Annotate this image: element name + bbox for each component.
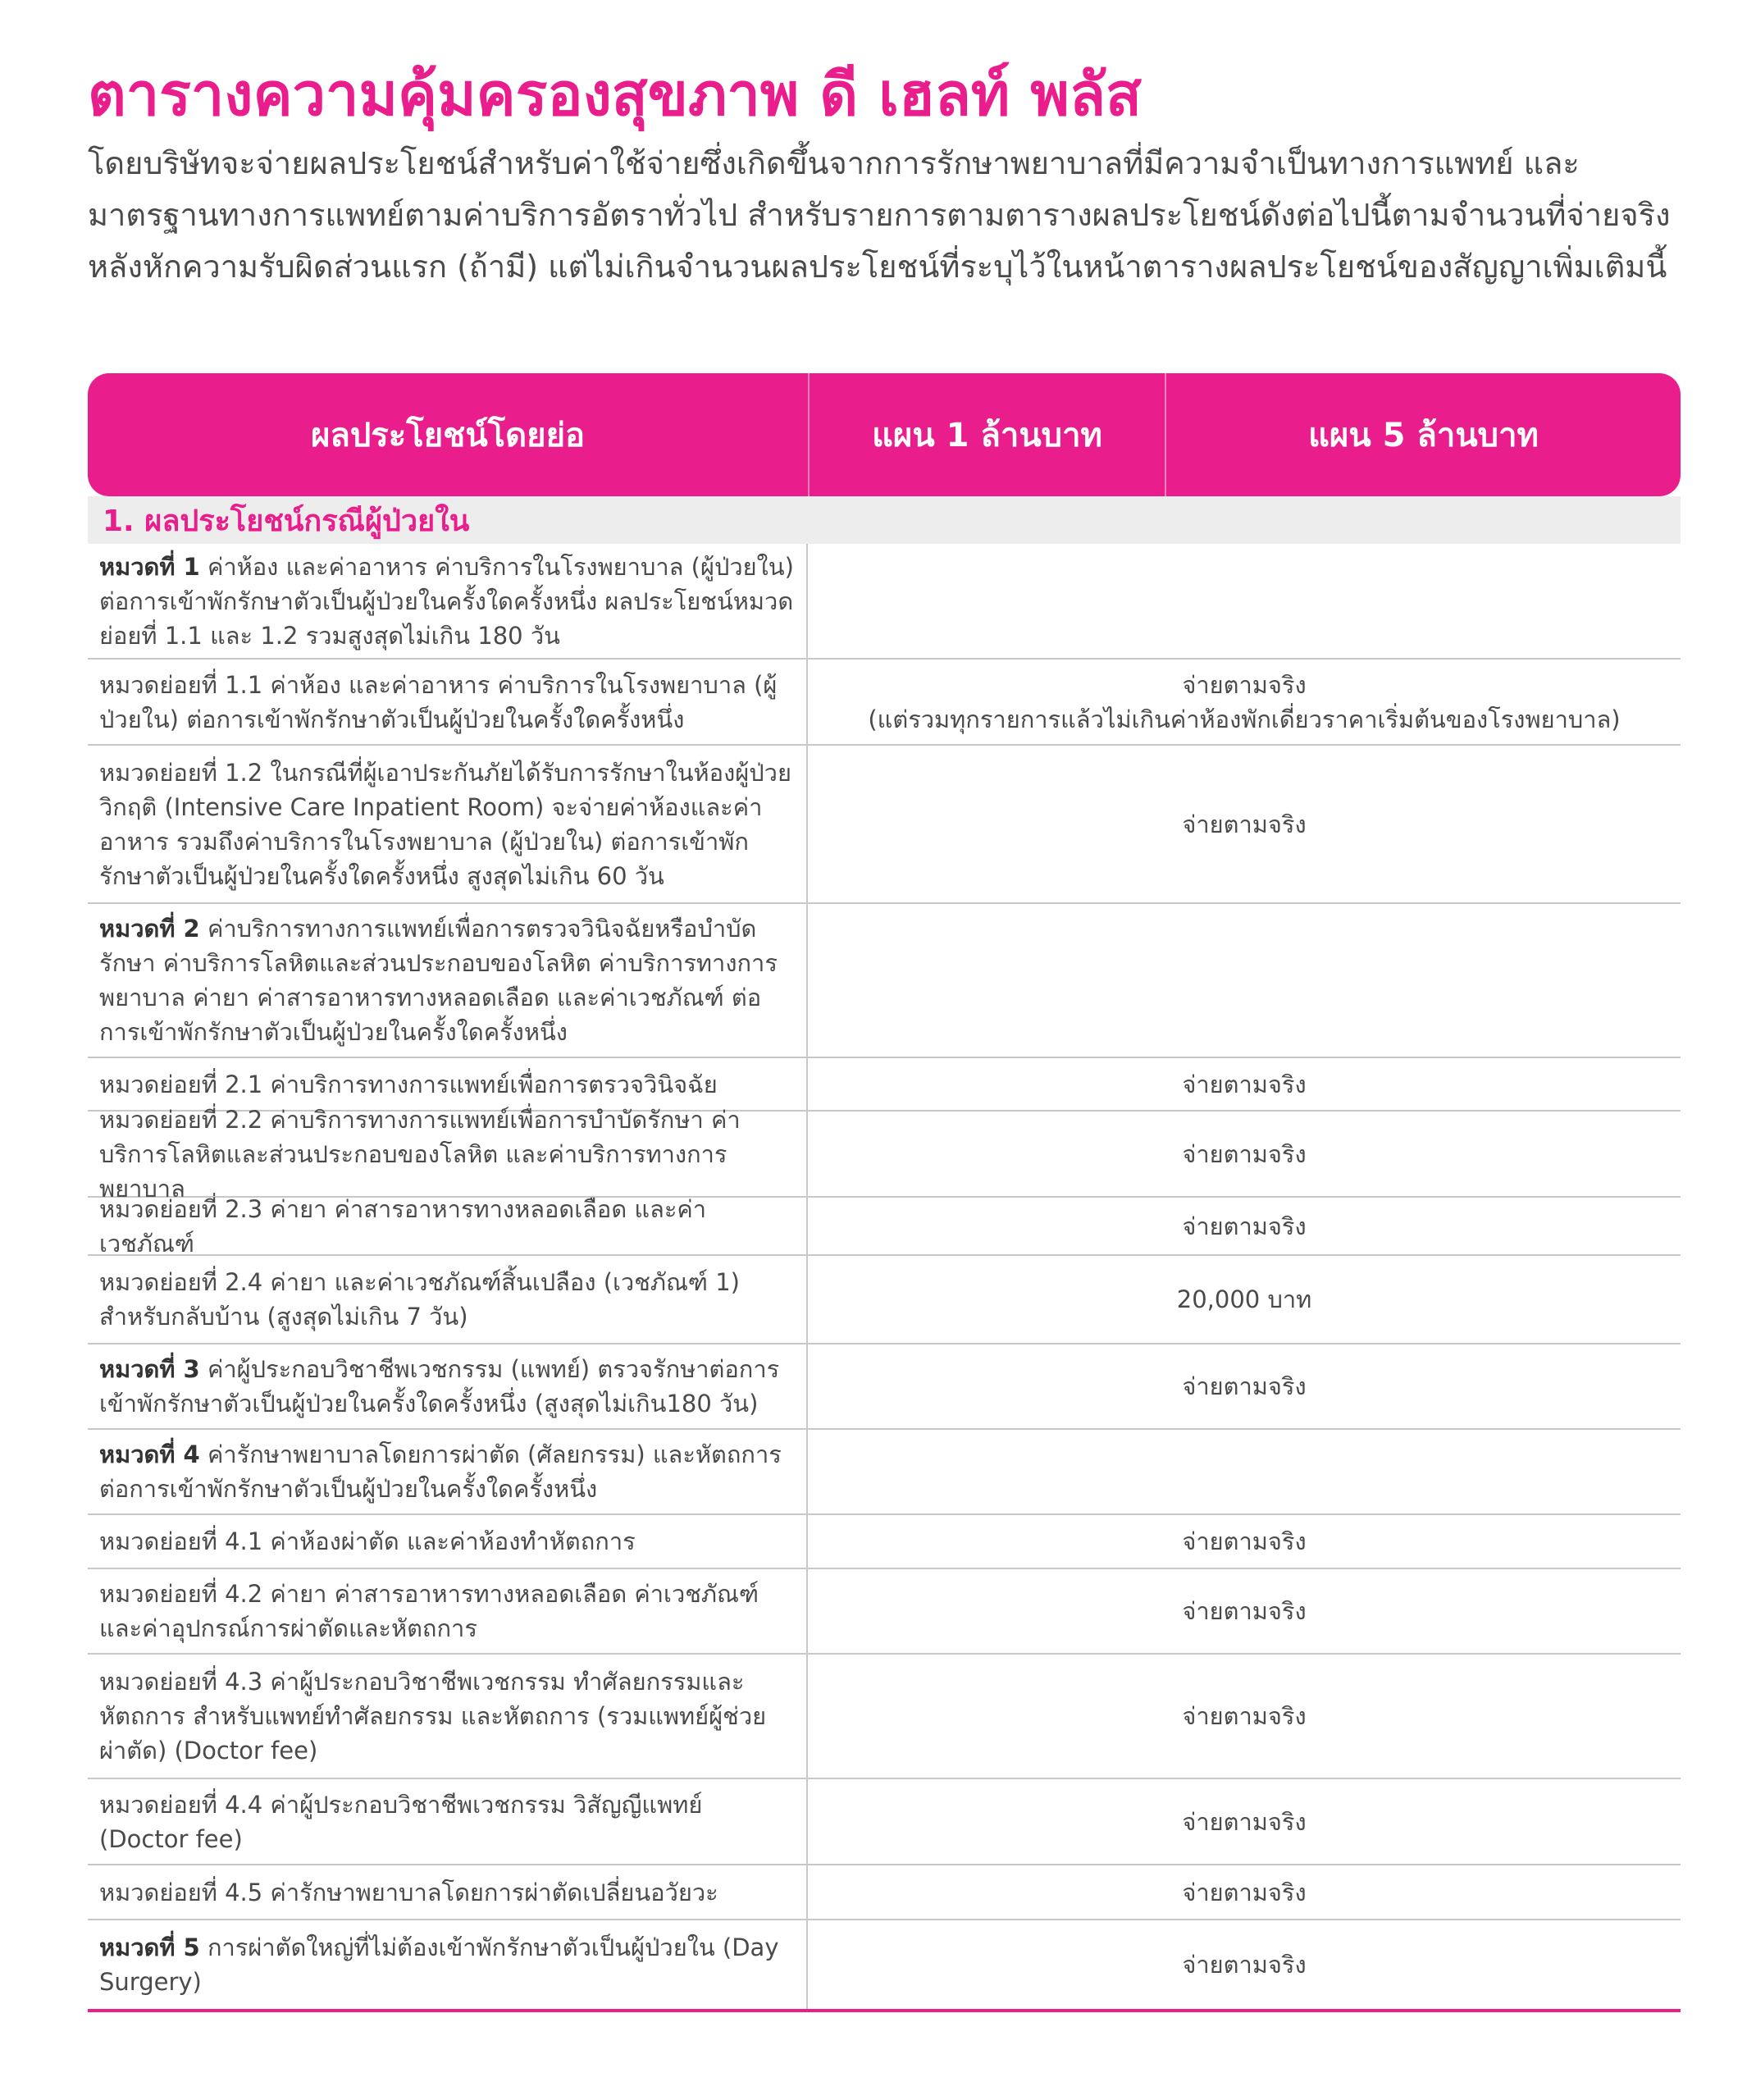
plan-value-cell bbox=[808, 1569, 1681, 1653]
plan-value: จ่ายตามจริง bbox=[1182, 1372, 1307, 1400]
benefit-text: ค่าผู้ประกอบวิชาชีพเวชกรรม (แพทย์) ตรวจรักษาต่อการเข้าพักรักษาตัวเป็นผู้ป่วยในครั้งใดครั้งหนึ่ง (สูงสุดไม่เกิน180 วัน) bbox=[99, 1355, 780, 1418]
benefit-cell bbox=[88, 904, 808, 1057]
plan-value: จ่ายตามจริง bbox=[1182, 810, 1307, 838]
table-row bbox=[88, 1105, 1681, 1203]
benefit-cell bbox=[88, 544, 808, 658]
table-row bbox=[88, 1655, 1681, 1779]
benefit-text: หมวดย่อยที่ 4.3 ค่าผู้ประกอบวิชาชีพเวชกรรม ทำศัลยกรรมและหัตถการ สำหรับแพทย์ทำศัลยกรรม และหัตถการ (รวมแพทย์ผู้ช่วยผ่าตัด) (Doctor fee) bbox=[99, 1668, 767, 1764]
category-label: หมวดที่ 3 bbox=[99, 1355, 200, 1383]
benefit-table bbox=[88, 373, 1681, 2012]
benefit-cell bbox=[88, 660, 808, 744]
plan-value-cell bbox=[808, 1058, 1681, 1110]
benefit-cell bbox=[88, 1430, 808, 1513]
category-label: หมวดที่ 4 bbox=[99, 1440, 200, 1468]
benefit-text: หมวดย่อยที่ 2.4 ค่ายา และค่าเวชภัณฑ์สิ้นเปลือง (เวชภัณฑ์ 1) สำหรับกลับบ้าน (สูงสุดไม่เกิน 7 วัน) bbox=[99, 1268, 740, 1331]
table-row bbox=[88, 1920, 1681, 2012]
benefit-cell bbox=[88, 1194, 808, 1258]
table-row bbox=[88, 1865, 1681, 1920]
plan-value-cell bbox=[808, 1112, 1681, 1196]
table-row bbox=[88, 1194, 1681, 1258]
plan-value-cell bbox=[808, 1655, 1681, 1778]
table-row bbox=[88, 1430, 1681, 1515]
table-header bbox=[88, 373, 1681, 496]
table-row bbox=[88, 1779, 1681, 1865]
plan-value-cell bbox=[808, 544, 1681, 658]
benefit-cell bbox=[88, 1865, 808, 1919]
benefit-text: หมวดย่อยที่ 2.2 ค่าบริการทางการแพทย์เพื่อการบำบัดรักษา ค่าบริการโลหิตและส่วนประกอบของโลหิต และค่าบริการทางการพยาบาล bbox=[99, 1105, 741, 1203]
plan-value-note: (แต่รวมทุกรายการแล้วไม่เกินค่าห้องพักเดี่ยวราคาเริ่มต้นของโรงพยาบาล) bbox=[868, 705, 1621, 733]
table-row bbox=[88, 1344, 1681, 1430]
benefit-cell bbox=[88, 1344, 808, 1428]
plan-value-cell bbox=[808, 1256, 1681, 1343]
benefit-text: การผ่าตัดใหญ่ที่ไม่ต้องเข้าพักรักษาตัวเป็นผู้ป่วยใน (Day Surgery) bbox=[99, 1933, 779, 1996]
plan-value-cell bbox=[808, 1779, 1681, 1864]
plan-value-cell bbox=[808, 660, 1681, 744]
category-label: หมวดที่ 5 bbox=[99, 1933, 200, 1961]
plan-value: จ่ายตามจริง bbox=[1182, 1139, 1307, 1168]
header-benefit-summary: ผลประโยชน์โดยย่อ bbox=[310, 417, 586, 454]
plan-value: จ่ายตามจริง bbox=[1182, 1527, 1307, 1555]
table-row bbox=[88, 1569, 1681, 1655]
plan-value: จ่ายตามจริง bbox=[1182, 1807, 1307, 1836]
table-row bbox=[88, 746, 1681, 904]
benefit-cell bbox=[88, 1256, 808, 1343]
page-title: ตารางความคุ้มครองสุขภาพ ดี เฮลท์ พลัส bbox=[88, 60, 1142, 129]
section-inpatient: 1. ผลประโยชน์กรณีผู้ป่วยใน bbox=[88, 496, 1681, 544]
plan-value: จ่ายตามจริง bbox=[1182, 1878, 1307, 1906]
benefit-text: หมวดย่อยที่ 4.2 ค่ายา ค่าสารอาหารทางหลอดเลือด ค่าเวชภัณฑ์และค่าอุปกรณ์การผ่าตัดและหัตถการ bbox=[99, 1580, 759, 1642]
benefit-text: หมวดย่อยที่ 2.1 ค่าบริการทางการแพทย์เพื่อการตรวจวินิจฉัย bbox=[99, 1070, 718, 1098]
plan-value-cell bbox=[808, 746, 1681, 902]
benefit-cell bbox=[88, 1920, 808, 2009]
plan-value: 20,000 บาท bbox=[1176, 1285, 1312, 1313]
table-row bbox=[88, 904, 1681, 1058]
benefit-cell bbox=[88, 1655, 808, 1778]
plan-value: จ่ายตามจริง bbox=[1182, 1951, 1307, 1979]
benefit-text: หมวดย่อยที่ 1.2 ในกรณีที่ผู้เอาประกันภัยได้รับการรักษาในห้องผู้ป่วยวิกฤติ (Intensive Care Inpatient Room) จะจ่ายค่าห้องและค่าอาหาร รวมถึงค่าบริการในโรงพยาบาล (ผู้ป่วยใน) ต่อการเข้าพักรักษาตัวเป็นผู้ป่วยในครั้งใดครั้งหนึ่ง สูงสุดไม่เกิน 60 วัน bbox=[99, 758, 791, 890]
plan-value-cell bbox=[808, 1344, 1681, 1428]
category-label: หมวดที่ 1 bbox=[99, 552, 200, 581]
category-label: หมวดที่ 2 bbox=[99, 915, 200, 943]
plan-value: จ่ายตามจริง bbox=[1182, 1597, 1307, 1625]
table-row bbox=[88, 1256, 1681, 1344]
intro-paragraph: โดยบริษัทจะจ่ายผลประโยชน์สำหรับค่าใช้จ่ายซึ่งเกิดขึ้นจากการรักษาพยาบาลที่มีความจำเป็นทางการแพทย์ และ มาตรฐานทางการแพทย์ตามค่าบริการอัตราทั่วไป สำหรับรายการตามตารางผลประโยชน์ดังต่อไปนี้ตามจำนวนที่จ่ายจริง หลังหักความรับผิดส่วนแรก (ถ้ามี) แต่ไม่เกินจำนวนผลประโยชน์ที่ระบุไว้ในหน้าตารางผลประโยชน์ของสัญญาเพิ่มเติมนี้ bbox=[88, 145, 1671, 285]
benefit-text: หมวดย่อยที่ 4.5 ค่ารักษาพยาบาลโดยการผ่าตัดเปลี่ยนอวัยวะ bbox=[99, 1878, 718, 1906]
header-plan-5m: แผน 5 ล้านบาท bbox=[1165, 373, 1681, 496]
plan-value-cell bbox=[808, 904, 1681, 1057]
benefit-text: หมวดย่อยที่ 1.1 ค่าห้อง และค่าอาหาร ค่าบริการในโรงพยาบาล (ผู้ป่วยใน) ต่อการเข้าพักรักษาตัวเป็นผู้ป่วยในครั้งใดครั้งหนึ่ง bbox=[99, 670, 778, 733]
plan-value-cell bbox=[808, 1515, 1681, 1568]
plan-value-cell bbox=[808, 1198, 1681, 1254]
header-plan-1m: แผน 1 ล้านบาท bbox=[808, 373, 1165, 496]
benefit-text: ค่ารักษาพยาบาลโดยการผ่าตัด (ศัลยกรรม) และหัตถการ ต่อการเข้าพักรักษาตัวเป็นผู้ป่วยในครั้งใดครั้งหนึ่ง bbox=[99, 1440, 782, 1503]
plan-value-cell bbox=[808, 1865, 1681, 1919]
plan-value: จ่ายตามจริง bbox=[1182, 1702, 1307, 1730]
benefit-cell bbox=[88, 746, 808, 902]
plan-value: จ่ายตามจริง bbox=[1182, 1070, 1307, 1098]
benefit-cell bbox=[88, 1779, 808, 1864]
table-row bbox=[88, 660, 1681, 746]
table-row bbox=[88, 544, 1681, 660]
plan-value-cell bbox=[808, 1920, 1681, 2009]
plan-value: จ่ายตามจริง bbox=[1182, 670, 1307, 699]
benefit-text: ค่าบริการทางการแพทย์เพื่อการตรวจวินิจฉัยหรือบำบัดรักษา ค่าบริการโลหิตและส่วนประกอบของโลหิต ค่าบริการทางการพยาบาล ค่ายา ค่าสารอาหารทางหลอดเลือด และค่าเวชภัณฑ์ ต่อการเข้าพักรักษาตัวเป็นผู้ป่วยในครั้งใดครั้งหนึ่ง bbox=[99, 915, 778, 1046]
benefit-text: หมวดย่อยที่ 4.4 ค่าผู้ประกอบวิชาชีพเวชกรรม วิสัญญีแพทย์ (Doctor fee) bbox=[99, 1790, 703, 1853]
plan-value: จ่ายตามจริง bbox=[1182, 1212, 1307, 1240]
benefit-text: ค่าห้อง และค่าอาหาร ค่าบริการในโรงพยาบาล (ผู้ป่วยใน) ต่อการเข้าพักรักษาตัวเป็นผู้ป่วยในครั้งใดครั้งหนึ่ง ผลประโยชน์หมวดย่อยที่ 1.1 และ 1.2 รวมสูงสุดไม่เกิน 180 วัน bbox=[99, 552, 794, 650]
table-row bbox=[88, 1515, 1681, 1569]
plan-value-cell bbox=[808, 1430, 1681, 1513]
benefit-text: หมวดย่อยที่ 4.1 ค่าห้องผ่าตัด และค่าห้องทำหัตถการ bbox=[99, 1527, 636, 1555]
benefit-cell bbox=[88, 1569, 808, 1653]
benefit-cell bbox=[88, 1515, 808, 1568]
benefit-cell bbox=[88, 1105, 808, 1203]
benefit-text: หมวดย่อยที่ 2.3 ค่ายา ค่าสารอาหารทางหลอดเลือด และค่าเวชภัณฑ์ bbox=[99, 1194, 707, 1258]
